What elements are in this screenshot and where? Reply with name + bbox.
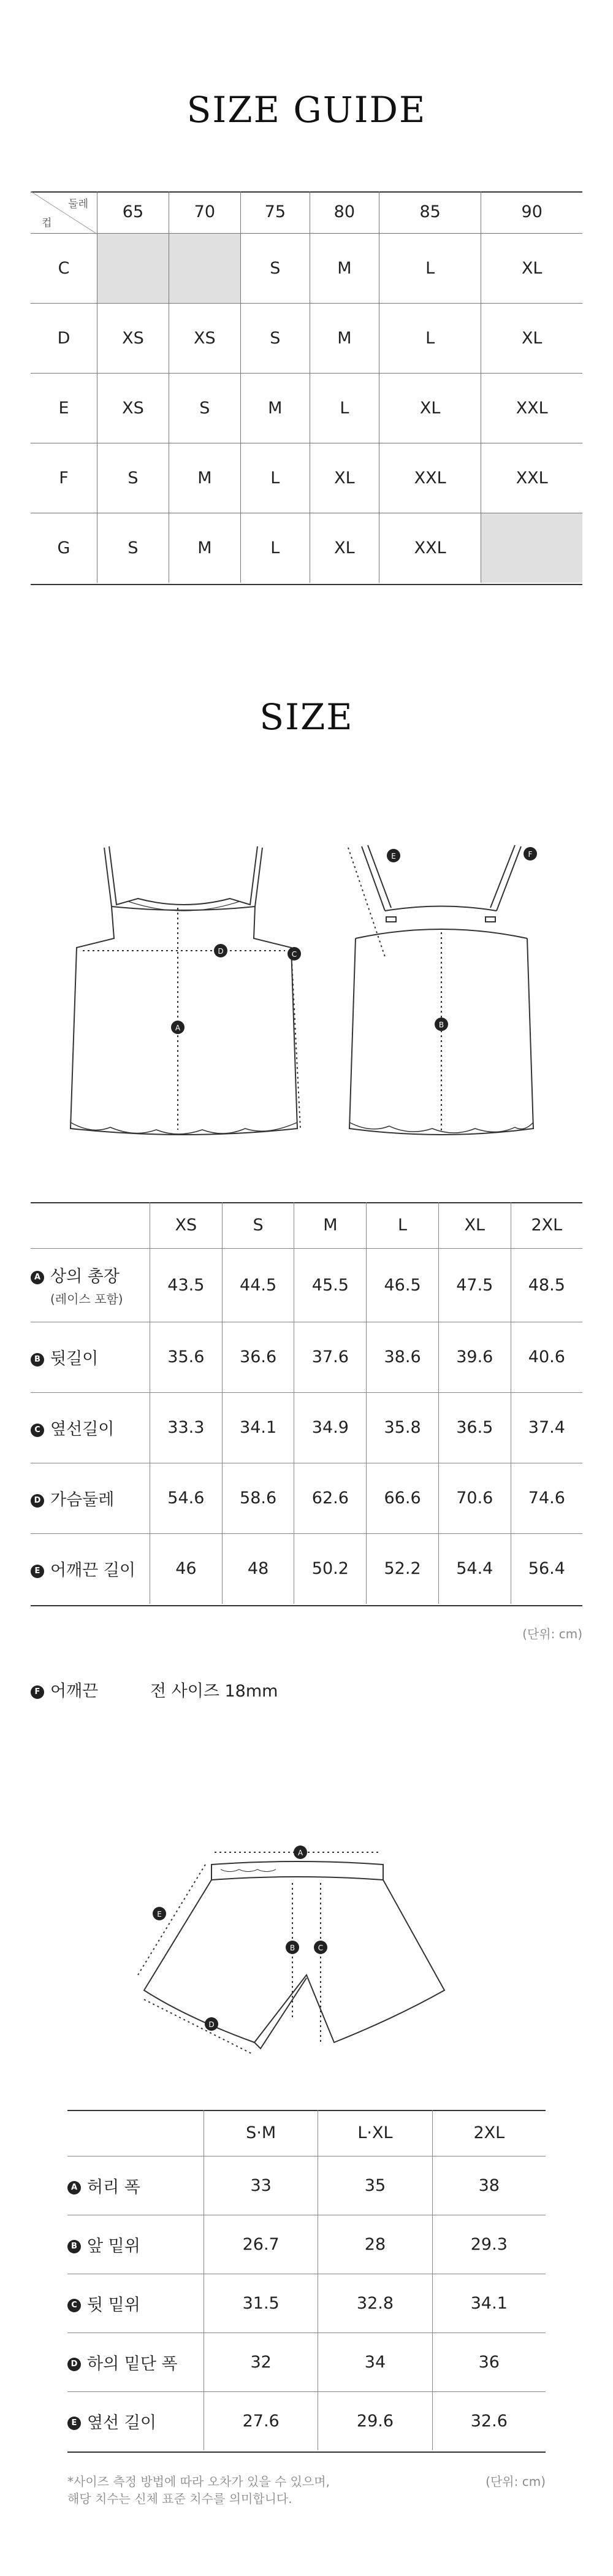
top-measure-table [31,1202,582,1604]
marker-b-label: B [438,1021,444,1029]
shorts-marker-c-label: C [318,1944,324,1952]
blank-header [67,2110,204,2156]
cup-label: C [31,233,97,303]
size-cell: L [240,443,310,513]
size-cell [169,233,240,303]
size-col-header: 2XL [511,1202,582,1248]
measure-value: 56.4 [511,1533,582,1604]
size-col-header: S [222,1202,294,1248]
measure-label-cell [31,1248,150,1322]
measure-value: 52.2 [367,1533,439,1604]
corner-label-band: 둘레 [68,198,88,210]
size-col-header: S·M [204,2110,318,2156]
size-cell: XL [481,303,582,373]
size-cell [97,233,169,303]
measure-value: 37.4 [511,1392,582,1463]
measure-value: 36 [432,2333,546,2391]
col-header: 70 [169,191,240,233]
measure-value: 39.6 [438,1322,511,1392]
col-header: 90 [481,191,582,233]
size-cell: XS [97,303,169,373]
measure-value: 34 [318,2333,432,2391]
measure-row [31,1248,582,1322]
measure-row [31,1322,582,1392]
cup-label: F [31,443,97,513]
measure-row [31,1463,582,1533]
marker-a-label: A [175,1024,181,1032]
size-guide-row [31,443,582,513]
measure-value: 32 [204,2333,318,2391]
size-guide-table [31,191,582,583]
shorts-diagram [126,1815,469,2073]
size-cell: S [169,373,240,443]
measure-value: 66.6 [367,1463,439,1533]
measure-value: 44.5 [222,1248,294,1322]
disclaimer-line1: *사이즈 측정 방법에 따라 오차가 있을 수 있으며, [67,2474,330,2489]
measure-value: 33 [204,2156,318,2215]
measure-label: 옆선길이 [50,1420,115,1439]
shorts-marker-b-label: B [289,1944,295,1952]
measure-badge: B [67,2240,81,2253]
measure-label-cell [31,1463,150,1533]
measure-label: 뒷길이 [50,1349,99,1368]
size-cell: XL [481,233,582,303]
measure-label-cell [31,1392,150,1463]
measure-label-cell [67,2156,204,2215]
measure-label-cell [67,2333,204,2391]
size-guide-row [31,233,582,303]
measure-row [67,2274,546,2333]
shorts-marker-e-label: E [157,1910,162,1919]
measure-value: 33.3 [150,1392,223,1463]
size-cell: S [97,443,169,513]
size-cell: M [310,233,379,303]
measure-label-cell [67,2274,204,2333]
bottom-measure-table [67,2110,546,2450]
top-unit-note: (단위: cm) [522,1627,582,1641]
size-cell: XXL [379,443,481,513]
measure-value: 62.6 [294,1463,367,1533]
size-cell: M [169,513,240,583]
measure-value: 54.6 [150,1463,223,1533]
measure-value: 58.6 [222,1463,294,1533]
size-cell: S [97,513,169,583]
size-cell: L [379,233,481,303]
measure-value: 54.4 [438,1533,511,1604]
size-col-header: M [294,1202,367,1248]
measure-label-cell [67,2391,204,2450]
measure-value: 36.6 [222,1322,294,1392]
measure-value: 74.6 [511,1463,582,1533]
strap-value: 전 사이즈 18mm [150,1682,278,1701]
measure-badge: A [31,1271,44,1284]
measure-value: 38.6 [367,1322,439,1392]
measure-row [31,1392,582,1463]
size-cell: XL [379,373,481,443]
measure-value: 31.5 [204,2274,318,2333]
measure-label-cell [67,2215,204,2274]
measure-value: 37.6 [294,1322,367,1392]
shorts-marker-a-label: A [297,1849,303,1857]
measure-value: 34.9 [294,1392,367,1463]
measure-label: 허리 폭 [87,2177,140,2197]
measure-value: 27.6 [204,2391,318,2450]
size-cell: S [240,303,310,373]
measure-label-cell [31,1533,150,1604]
col-header: 65 [97,191,169,233]
measure-badge: E [67,2417,81,2430]
size-cell: XS [169,303,240,373]
strap-row [31,1677,98,1701]
measure-value: 47.5 [438,1248,511,1322]
size-guide-row [31,513,582,583]
cup-label: D [31,303,97,373]
measure-value: 26.7 [204,2215,318,2274]
measure-value: 70.6 [438,1463,511,1533]
size-cell: L [379,303,481,373]
size-cell: XXL [481,443,582,513]
size-col-header: XS [150,1202,223,1248]
measure-value: 28 [318,2215,432,2274]
measure-value: 48 [222,1533,294,1604]
size-guide-row [31,373,582,443]
size-col-header: L·XL [318,2110,432,2156]
measure-value: 32.6 [432,2391,546,2450]
measure-value: 35.6 [150,1322,223,1392]
badge-f: F [31,1685,44,1699]
cup-label: E [31,373,97,443]
marker-c-label: C [291,950,297,959]
measure-row [31,1533,582,1604]
top-back-diagram [313,834,570,1153]
col-header: 75 [240,191,310,233]
size-cell: M [310,303,379,373]
measure-label: 가슴둘레 [50,1490,115,1509]
size-title: SIZE [259,696,354,738]
size-cell: L [240,513,310,583]
measure-row [67,2391,546,2450]
size-guide-row [31,303,582,373]
measure-value: 50.2 [294,1533,367,1604]
measure-label: 하의 밑단 폭 [87,2354,178,2374]
marker-e-label: E [391,852,396,861]
measure-value: 43.5 [150,1248,223,1322]
disclaimer-line2: 해당 치수는 신체 표준 치수를 의미합니다. [67,2491,292,2506]
measure-badge: A [67,2181,81,2195]
size-cell: L [310,373,379,443]
size-cell: XXL [379,513,481,583]
size-cell: M [169,443,240,513]
size-cell: XL [310,443,379,513]
measure-label-cell [31,1322,150,1392]
size-cell: M [240,373,310,443]
size-cell: XL [310,513,379,583]
measure-badge: D [31,1494,44,1508]
marker-f-label: F [528,850,533,859]
measure-badge: C [67,2299,81,2312]
measure-value: 34.1 [222,1392,294,1463]
measure-value: 29.3 [432,2215,546,2274]
measure-badge: B [31,1353,44,1367]
marker-d-label: D [218,947,224,956]
measure-label: 옆선 길이 [87,2413,156,2432]
measure-value: 29.6 [318,2391,432,2450]
measure-sublabel: (레이스 포함) [50,1292,123,1306]
measure-value: 48.5 [511,1248,582,1322]
cup-label: G [31,513,97,583]
measure-value: 36.5 [438,1392,511,1463]
measure-value: 38 [432,2156,546,2215]
measure-label: 어깨끈 길이 [50,1561,135,1581]
shorts-marker-d-label: D [208,2020,215,2029]
measure-value: 35.8 [367,1392,439,1463]
measure-value: 45.5 [294,1248,367,1322]
measure-row [67,2215,546,2274]
corner-cell [31,191,97,233]
measure-badge: D [67,2358,81,2371]
measure-row [67,2156,546,2215]
size-cell: XS [97,373,169,443]
measure-label: 앞 밑위 [87,2236,140,2256]
bottom-unit-note: (단위: cm) [485,2474,546,2489]
strap-label: 어깨끈 [50,1682,99,1701]
blank-header [31,1202,150,1248]
size-cell [481,513,582,583]
measure-value: 46 [150,1533,223,1604]
size-col-header: L [367,1202,439,1248]
size-col-header: XL [438,1202,511,1248]
size-cell: XXL [481,373,582,443]
measure-value: 35 [318,2156,432,2215]
measure-value: 34.1 [432,2274,546,2333]
measure-value: 32.8 [318,2274,432,2333]
measure-label: 뒷 밑위 [87,2295,140,2315]
measure-row [67,2333,546,2391]
measure-badge: E [31,1565,44,1578]
size-cell: S [240,233,310,303]
size-guide-title: SIZE GUIDE [186,89,427,131]
size-col-header: 2XL [432,2110,546,2156]
measure-label: 상의 총장 [50,1267,120,1286]
measure-badge: C [31,1424,44,1437]
col-header: 80 [310,191,379,233]
measure-value: 46.5 [367,1248,439,1322]
col-header: 85 [379,191,481,233]
top-front-diagram [55,834,313,1153]
measure-value: 40.6 [511,1322,582,1392]
corner-label-cup: 컵 [42,217,52,229]
